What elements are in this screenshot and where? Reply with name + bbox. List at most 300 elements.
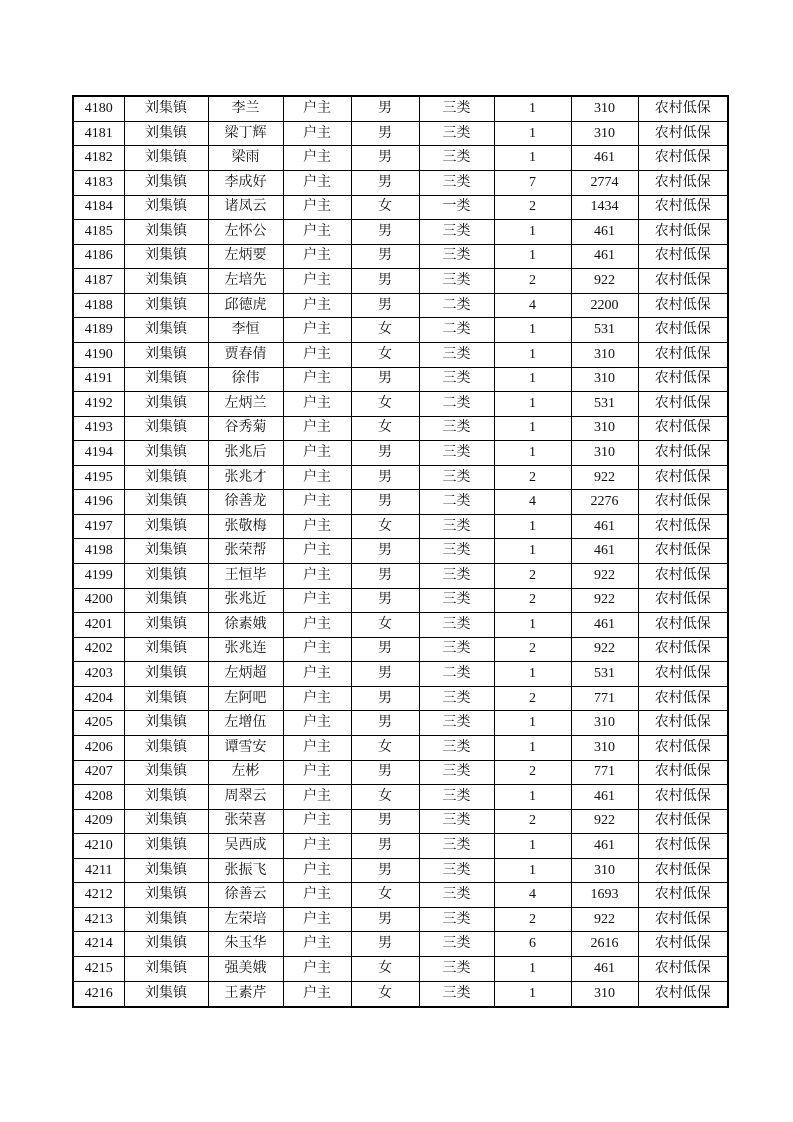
amount: 922 xyxy=(571,465,638,490)
sequence-number: 4205 xyxy=(73,711,124,736)
gender: 男 xyxy=(351,146,419,171)
town: 刘集镇 xyxy=(124,981,208,1007)
household-count: 1 xyxy=(494,441,571,466)
sequence-number: 4188 xyxy=(73,293,124,318)
welfare-type: 农村低保 xyxy=(638,686,728,711)
welfare-type: 农村低保 xyxy=(638,539,728,564)
amount: 461 xyxy=(571,957,638,982)
welfare-type: 农村低保 xyxy=(638,171,728,196)
welfare-type: 农村低保 xyxy=(638,957,728,982)
welfare-type: 农村低保 xyxy=(638,318,728,343)
household-count: 4 xyxy=(494,293,571,318)
sequence-number: 4181 xyxy=(73,121,124,146)
gender: 男 xyxy=(351,809,419,834)
household-count: 2 xyxy=(494,637,571,662)
table-row xyxy=(73,883,728,908)
gender: 女 xyxy=(351,392,419,417)
table-row xyxy=(73,318,728,343)
sequence-number: 4215 xyxy=(73,957,124,982)
person-name: 梁丁辉 xyxy=(208,121,283,146)
sequence-number: 4211 xyxy=(73,858,124,883)
welfare-type: 农村低保 xyxy=(638,981,728,1007)
relation: 户主 xyxy=(283,932,351,957)
category: 三类 xyxy=(419,121,494,146)
sequence-number: 4186 xyxy=(73,244,124,269)
household-count: 1 xyxy=(494,834,571,859)
table-row xyxy=(73,637,728,662)
welfare-table-body xyxy=(73,96,728,1007)
welfare-type: 农村低保 xyxy=(638,735,728,760)
amount: 922 xyxy=(571,269,638,294)
gender: 女 xyxy=(351,318,419,343)
person-name: 王恒毕 xyxy=(208,564,283,589)
amount: 461 xyxy=(571,834,638,859)
gender: 女 xyxy=(351,883,419,908)
welfare-type: 农村低保 xyxy=(638,809,728,834)
gender: 男 xyxy=(351,834,419,859)
relation: 户主 xyxy=(283,171,351,196)
table-row xyxy=(73,981,728,1007)
sequence-number: 4200 xyxy=(73,588,124,613)
town: 刘集镇 xyxy=(124,342,208,367)
gender: 女 xyxy=(351,735,419,760)
welfare-type: 农村低保 xyxy=(638,416,728,441)
relation: 户主 xyxy=(283,883,351,908)
category: 三类 xyxy=(419,735,494,760)
sequence-number: 4191 xyxy=(73,367,124,392)
amount: 461 xyxy=(571,613,638,638)
town: 刘集镇 xyxy=(124,293,208,318)
person-name: 贾春倩 xyxy=(208,342,283,367)
welfare-type: 农村低保 xyxy=(638,711,728,736)
gender: 男 xyxy=(351,244,419,269)
relation: 户主 xyxy=(283,711,351,736)
town: 刘集镇 xyxy=(124,662,208,687)
household-count: 1 xyxy=(494,662,571,687)
household-count: 2 xyxy=(494,686,571,711)
relation: 户主 xyxy=(283,809,351,834)
category: 二类 xyxy=(419,318,494,343)
relation: 户主 xyxy=(283,858,351,883)
relation: 户主 xyxy=(283,514,351,539)
town: 刘集镇 xyxy=(124,834,208,859)
town: 刘集镇 xyxy=(124,735,208,760)
category: 三类 xyxy=(419,858,494,883)
amount: 310 xyxy=(571,711,638,736)
town: 刘集镇 xyxy=(124,96,208,121)
welfare-type: 农村低保 xyxy=(638,441,728,466)
category: 三类 xyxy=(419,220,494,245)
welfare-type: 农村低保 xyxy=(638,392,728,417)
gender: 男 xyxy=(351,121,419,146)
sequence-number: 4184 xyxy=(73,195,124,220)
relation: 户主 xyxy=(283,146,351,171)
welfare-type: 农村低保 xyxy=(638,588,728,613)
amount: 310 xyxy=(571,441,638,466)
welfare-type: 农村低保 xyxy=(638,96,728,121)
gender: 女 xyxy=(351,613,419,638)
table-row xyxy=(73,932,728,957)
amount: 310 xyxy=(571,981,638,1007)
person-name: 左培先 xyxy=(208,269,283,294)
category: 三类 xyxy=(419,686,494,711)
amount: 461 xyxy=(571,514,638,539)
gender: 男 xyxy=(351,490,419,515)
welfare-type: 农村低保 xyxy=(638,883,728,908)
amount: 531 xyxy=(571,662,638,687)
category: 三类 xyxy=(419,588,494,613)
person-name: 张荣喜 xyxy=(208,809,283,834)
person-name: 强美娥 xyxy=(208,957,283,982)
category: 三类 xyxy=(419,342,494,367)
welfare-type: 农村低保 xyxy=(638,121,728,146)
amount: 461 xyxy=(571,244,638,269)
table-row xyxy=(73,662,728,687)
relation: 户主 xyxy=(283,564,351,589)
table-row xyxy=(73,613,728,638)
household-count: 1 xyxy=(494,342,571,367)
gender: 女 xyxy=(351,514,419,539)
relation: 户主 xyxy=(283,195,351,220)
welfare-type: 农村低保 xyxy=(638,195,728,220)
sequence-number: 4182 xyxy=(73,146,124,171)
town: 刘集镇 xyxy=(124,957,208,982)
relation: 户主 xyxy=(283,735,351,760)
town: 刘集镇 xyxy=(124,932,208,957)
amount: 461 xyxy=(571,146,638,171)
household-count: 1 xyxy=(494,858,571,883)
category: 三类 xyxy=(419,514,494,539)
person-name: 徐善龙 xyxy=(208,490,283,515)
amount: 771 xyxy=(571,686,638,711)
category: 三类 xyxy=(419,981,494,1007)
sequence-number: 4197 xyxy=(73,514,124,539)
category: 三类 xyxy=(419,834,494,859)
town: 刘集镇 xyxy=(124,809,208,834)
welfare-type: 农村低保 xyxy=(638,662,728,687)
person-name: 左彬 xyxy=(208,760,283,785)
town: 刘集镇 xyxy=(124,465,208,490)
sequence-number: 4202 xyxy=(73,637,124,662)
relation: 户主 xyxy=(283,785,351,810)
table-row xyxy=(73,146,728,171)
person-name: 李成好 xyxy=(208,171,283,196)
amount: 461 xyxy=(571,785,638,810)
sequence-number: 4198 xyxy=(73,539,124,564)
relation: 户主 xyxy=(283,637,351,662)
relation: 户主 xyxy=(283,686,351,711)
gender: 男 xyxy=(351,858,419,883)
person-name: 邱德虎 xyxy=(208,293,283,318)
table-row xyxy=(73,342,728,367)
person-name: 左炳要 xyxy=(208,244,283,269)
town: 刘集镇 xyxy=(124,392,208,417)
gender: 男 xyxy=(351,96,419,121)
welfare-type: 农村低保 xyxy=(638,465,728,490)
relation: 户主 xyxy=(283,613,351,638)
welfare-type: 农村低保 xyxy=(638,269,728,294)
amount: 1693 xyxy=(571,883,638,908)
gender: 女 xyxy=(351,195,419,220)
welfare-type: 农村低保 xyxy=(638,637,728,662)
town: 刘集镇 xyxy=(124,269,208,294)
town: 刘集镇 xyxy=(124,539,208,564)
sequence-number: 4185 xyxy=(73,220,124,245)
welfare-type: 农村低保 xyxy=(638,760,728,785)
amount: 310 xyxy=(571,342,638,367)
table-row xyxy=(73,293,728,318)
category: 三类 xyxy=(419,269,494,294)
household-count: 1 xyxy=(494,735,571,760)
category: 三类 xyxy=(419,760,494,785)
welfare-type: 农村低保 xyxy=(638,490,728,515)
amount: 310 xyxy=(571,858,638,883)
category: 三类 xyxy=(419,244,494,269)
welfare-type: 农村低保 xyxy=(638,293,728,318)
household-count: 1 xyxy=(494,121,571,146)
table-row xyxy=(73,121,728,146)
category: 三类 xyxy=(419,637,494,662)
category: 三类 xyxy=(419,883,494,908)
table-row xyxy=(73,686,728,711)
category: 三类 xyxy=(419,465,494,490)
person-name: 左阿吧 xyxy=(208,686,283,711)
gender: 女 xyxy=(351,785,419,810)
table-row xyxy=(73,539,728,564)
household-count: 1 xyxy=(494,957,571,982)
table-row xyxy=(73,588,728,613)
category: 三类 xyxy=(419,146,494,171)
household-count: 2 xyxy=(494,465,571,490)
relation: 户主 xyxy=(283,96,351,121)
welfare-type: 农村低保 xyxy=(638,907,728,932)
table-row xyxy=(73,441,728,466)
person-name: 张兆后 xyxy=(208,441,283,466)
sequence-number: 4180 xyxy=(73,96,124,121)
category: 二类 xyxy=(419,293,494,318)
relation: 户主 xyxy=(283,220,351,245)
household-count: 1 xyxy=(494,367,571,392)
town: 刘集镇 xyxy=(124,588,208,613)
gender: 男 xyxy=(351,171,419,196)
table-row xyxy=(73,171,728,196)
relation: 户主 xyxy=(283,490,351,515)
household-count: 2 xyxy=(494,907,571,932)
sequence-number: 4193 xyxy=(73,416,124,441)
category: 一类 xyxy=(419,195,494,220)
table-row xyxy=(73,711,728,736)
person-name: 周翠云 xyxy=(208,785,283,810)
sequence-number: 4206 xyxy=(73,735,124,760)
sequence-number: 4212 xyxy=(73,883,124,908)
town: 刘集镇 xyxy=(124,195,208,220)
category: 三类 xyxy=(419,171,494,196)
welfare-type: 农村低保 xyxy=(638,564,728,589)
category: 二类 xyxy=(419,490,494,515)
household-count: 1 xyxy=(494,711,571,736)
amount: 310 xyxy=(571,367,638,392)
relation: 户主 xyxy=(283,957,351,982)
welfare-table xyxy=(72,95,729,1008)
sequence-number: 4183 xyxy=(73,171,124,196)
welfare-type: 农村低保 xyxy=(638,146,728,171)
sequence-number: 4216 xyxy=(73,981,124,1007)
category: 三类 xyxy=(419,613,494,638)
amount: 2774 xyxy=(571,171,638,196)
gender: 女 xyxy=(351,981,419,1007)
amount: 461 xyxy=(571,220,638,245)
household-count: 1 xyxy=(494,244,571,269)
gender: 男 xyxy=(351,539,419,564)
town: 刘集镇 xyxy=(124,785,208,810)
relation: 户主 xyxy=(283,293,351,318)
town: 刘集镇 xyxy=(124,858,208,883)
person-name: 徐伟 xyxy=(208,367,283,392)
household-count: 2 xyxy=(494,809,571,834)
amount: 2200 xyxy=(571,293,638,318)
gender: 男 xyxy=(351,367,419,392)
welfare-type: 农村低保 xyxy=(638,367,728,392)
category: 三类 xyxy=(419,416,494,441)
relation: 户主 xyxy=(283,588,351,613)
person-name: 谷秀菊 xyxy=(208,416,283,441)
category: 三类 xyxy=(419,907,494,932)
household-count: 4 xyxy=(494,490,571,515)
table-row xyxy=(73,858,728,883)
person-name: 徐善云 xyxy=(208,883,283,908)
category: 三类 xyxy=(419,441,494,466)
town: 刘集镇 xyxy=(124,637,208,662)
person-name: 李恒 xyxy=(208,318,283,343)
sequence-number: 4207 xyxy=(73,760,124,785)
sequence-number: 4201 xyxy=(73,613,124,638)
category: 二类 xyxy=(419,662,494,687)
category: 三类 xyxy=(419,711,494,736)
household-count: 1 xyxy=(494,416,571,441)
gender: 男 xyxy=(351,932,419,957)
household-count: 1 xyxy=(494,318,571,343)
gender: 男 xyxy=(351,293,419,318)
amount: 531 xyxy=(571,318,638,343)
sequence-number: 4194 xyxy=(73,441,124,466)
sequence-number: 4195 xyxy=(73,465,124,490)
household-count: 1 xyxy=(494,392,571,417)
amount: 922 xyxy=(571,637,638,662)
table-row xyxy=(73,564,728,589)
sequence-number: 4196 xyxy=(73,490,124,515)
category: 三类 xyxy=(419,809,494,834)
table-row xyxy=(73,760,728,785)
table-row xyxy=(73,514,728,539)
table-row xyxy=(73,735,728,760)
amount: 771 xyxy=(571,760,638,785)
welfare-type: 农村低保 xyxy=(638,834,728,859)
household-count: 2 xyxy=(494,588,571,613)
household-count: 6 xyxy=(494,932,571,957)
household-count: 1 xyxy=(494,613,571,638)
relation: 户主 xyxy=(283,539,351,564)
category: 三类 xyxy=(419,957,494,982)
relation: 户主 xyxy=(283,981,351,1007)
town: 刘集镇 xyxy=(124,171,208,196)
amount: 922 xyxy=(571,809,638,834)
category: 三类 xyxy=(419,367,494,392)
table-row xyxy=(73,269,728,294)
person-name: 左增伍 xyxy=(208,711,283,736)
welfare-type: 农村低保 xyxy=(638,342,728,367)
household-count: 1 xyxy=(494,96,571,121)
gender: 男 xyxy=(351,588,419,613)
category: 二类 xyxy=(419,392,494,417)
category: 三类 xyxy=(419,539,494,564)
town: 刘集镇 xyxy=(124,318,208,343)
town: 刘集镇 xyxy=(124,760,208,785)
person-name: 左炳超 xyxy=(208,662,283,687)
amount: 531 xyxy=(571,392,638,417)
table-row xyxy=(73,96,728,121)
household-count: 4 xyxy=(494,883,571,908)
person-name: 左怀公 xyxy=(208,220,283,245)
amount: 922 xyxy=(571,588,638,613)
person-name: 张振飞 xyxy=(208,858,283,883)
gender: 男 xyxy=(351,269,419,294)
amount: 2616 xyxy=(571,932,638,957)
relation: 户主 xyxy=(283,760,351,785)
person-name: 徐素娥 xyxy=(208,613,283,638)
sequence-number: 4190 xyxy=(73,342,124,367)
gender: 男 xyxy=(351,760,419,785)
town: 刘集镇 xyxy=(124,883,208,908)
household-count: 1 xyxy=(494,514,571,539)
person-name: 左炳兰 xyxy=(208,392,283,417)
sequence-number: 4187 xyxy=(73,269,124,294)
relation: 户主 xyxy=(283,907,351,932)
person-name: 吴西成 xyxy=(208,834,283,859)
sequence-number: 4204 xyxy=(73,686,124,711)
household-count: 2 xyxy=(494,269,571,294)
gender: 男 xyxy=(351,465,419,490)
category: 三类 xyxy=(419,932,494,957)
table-row xyxy=(73,957,728,982)
town: 刘集镇 xyxy=(124,907,208,932)
sequence-number: 4213 xyxy=(73,907,124,932)
relation: 户主 xyxy=(283,662,351,687)
person-name: 张敬梅 xyxy=(208,514,283,539)
amount: 2276 xyxy=(571,490,638,515)
amount: 310 xyxy=(571,121,638,146)
person-name: 张荣帮 xyxy=(208,539,283,564)
household-count: 2 xyxy=(494,564,571,589)
town: 刘集镇 xyxy=(124,711,208,736)
table-row xyxy=(73,195,728,220)
town: 刘集镇 xyxy=(124,220,208,245)
table-row xyxy=(73,244,728,269)
welfare-type: 农村低保 xyxy=(638,514,728,539)
gender: 男 xyxy=(351,686,419,711)
amount: 922 xyxy=(571,564,638,589)
table-row xyxy=(73,490,728,515)
table-row xyxy=(73,785,728,810)
household-count: 1 xyxy=(494,785,571,810)
gender: 女 xyxy=(351,957,419,982)
welfare-type: 农村低保 xyxy=(638,858,728,883)
sequence-number: 4199 xyxy=(73,564,124,589)
amount: 922 xyxy=(571,907,638,932)
relation: 户主 xyxy=(283,367,351,392)
person-name: 张兆才 xyxy=(208,465,283,490)
table-row xyxy=(73,416,728,441)
sequence-number: 4208 xyxy=(73,785,124,810)
